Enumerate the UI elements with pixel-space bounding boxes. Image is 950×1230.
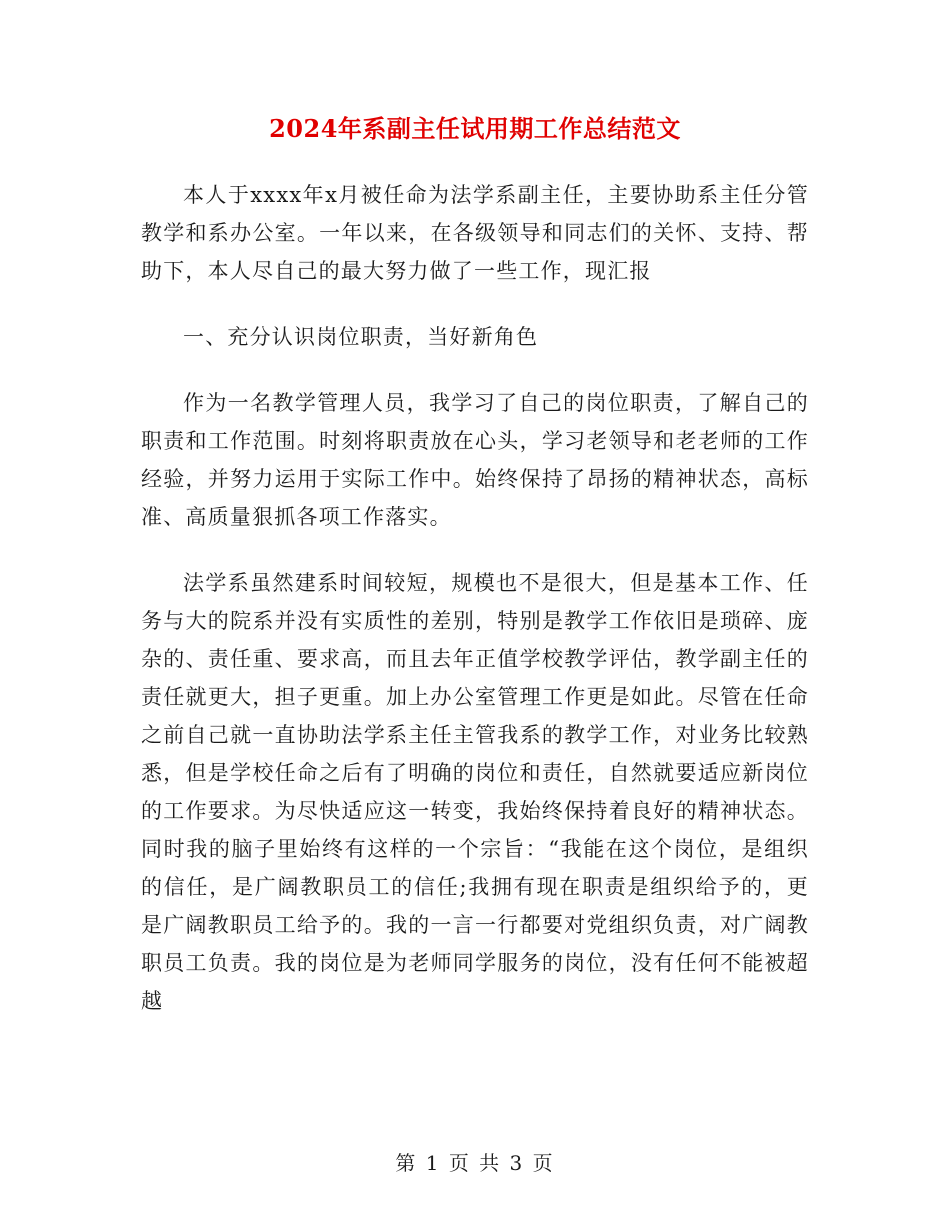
paragraph-role: 作为一名教学管理人员，我学习了自己的岗位职责，了解自己的职责和工作范围。时刻将职责放在心头，学习老领导和老老师的工作经验，并努力运用于实际工作中。始终保持了昂扬的精神状态，高标准、高质量狠抓各项工作落实。 (141, 391, 809, 529)
section-heading-1: 一、充分认识岗位职责，当好新角色 (183, 325, 539, 349)
paragraph-intro: 本人于xxxx年x月被任命为法学系副主任，主要协助系主任分管教学和系办公室。一年以来，在各级领导和同志们的关怀、支持、帮助下，本人尽自己的最大努力做了一些工作，现汇报 (141, 183, 809, 283)
page-number: 第 1 页 共 3 页 (395, 1151, 555, 1175)
document-body (141, 176, 809, 1020)
paragraph-department: 法学系虽然建系时间较短，规模也不是很大，但是基本工作、任务与大的院系并没有实质性的差别，特别是教学工作依旧是琐碎、庞杂的、责任重、要求高，而且去年正值学校教学评估，教学副主任的责任就更大，担子更重。加上办公室管理工作更是如此。尽管在任命之前自己就一直协助法学系主任主管我系的教学工作，对业务比较熟悉，但是学校任命之后有了明确的岗位和责任，自然就要适应新岗位的工作要求。为尽快适应这一转变，我始终保持着良好的精神状态。同时我的脑子里始终有这样的一个宗旨：“我能在这个岗位，是组织的信任，是广阔教职员工的信任;我拥有现在职责是组织给予的，更是广阔教职员工给予的。我的一言一行都要对党组织负责，对广阔教职员工负责。我的岗位是为老师同学服务的岗位，没有任何不能被超越 (141, 571, 809, 1013)
document-title: 2024年系副主任试用期工作总结范文 (269, 114, 681, 143)
